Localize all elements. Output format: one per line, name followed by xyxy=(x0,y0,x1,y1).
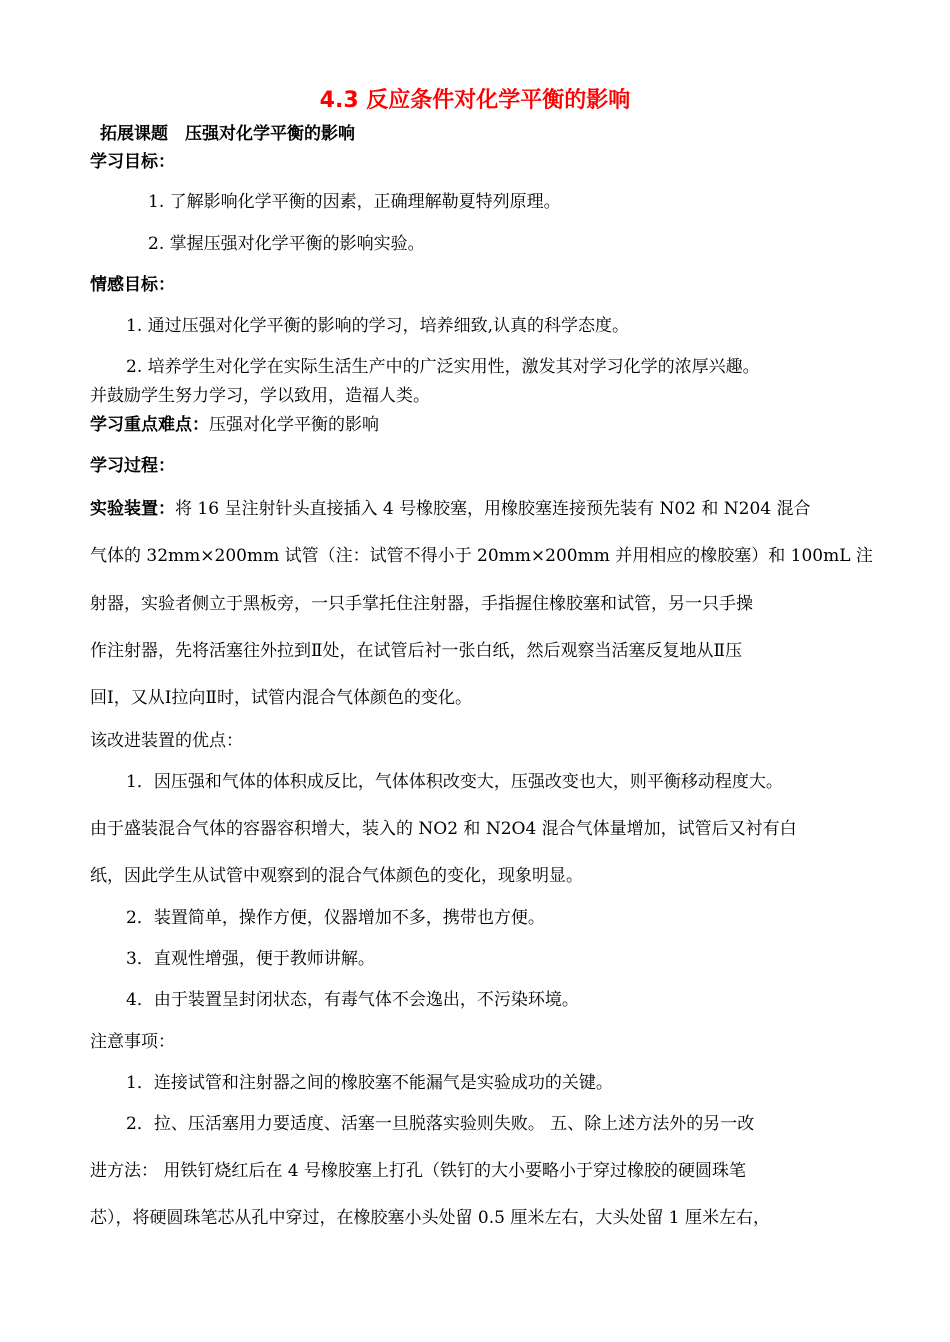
emotion-goals-heading: 情感目标： xyxy=(90,275,175,295)
key-points-label: 学习重点难点： xyxy=(90,415,209,435)
key-points-text: 压强对化学平衡的影响 xyxy=(209,415,379,435)
emotion-goal-item: 1. 通过压强对化学平衡的影响的学习，培养细致,认真的科学态度。 xyxy=(126,316,630,336)
advantage-item: 1．因压强和气体的体积成反比，气体体积改变大，压强改变也大，则平衡移动程度大。 xyxy=(126,772,783,792)
advantage-item-continued: 纸，因此学生从试管中观察到的混合气体颜色的变化，现象明显。 xyxy=(90,866,583,886)
note-item: 1．连接试管和注射器之间的橡胶塞不能漏气是实验成功的关键。 xyxy=(126,1073,613,1093)
learning-goal-item: 2. 掌握压强对化学平衡的影响实验。 xyxy=(148,234,425,254)
apparatus-line: 射器，实验者侧立于黑板旁，一只手掌托住注射器，手指握住橡胶塞和试管，另一只手操 xyxy=(90,594,753,614)
apparatus-line: 回Ⅰ，又从Ⅰ拉向Ⅱ时，试管内混合气体颜色的变化。 xyxy=(90,688,472,708)
apparatus-text: 将 16 呈注射针头直接插入 4 号橡胶塞，用橡胶塞连接预先装有 N02 和 N204 混合 xyxy=(175,499,811,519)
document-title: 4.3 反应条件对化学平衡的影响 xyxy=(319,88,631,113)
apparatus-paragraph xyxy=(90,494,811,519)
apparatus-label: 实验装置： xyxy=(90,499,175,519)
notes-heading: 注意事项： xyxy=(90,1032,175,1052)
learning-goal-item: 1. 了解影响化学平衡的因素，正确理解勒夏特列原理。 xyxy=(148,192,561,212)
emotion-goal-item-continued: 并鼓励学生努力学习，学以致用，造福人类。 xyxy=(90,386,430,406)
emotion-goal-item: 2. 培养学生对化学在实际生活生产中的广泛实用性，激发其对学习化学的浓厚兴趣。 xyxy=(126,357,760,377)
advantage-item-continued: 由于盛装混合气体的容器容积增大，装入的 NO2 和 N2O4 混合气体量增加，试管后又衬有白 xyxy=(90,819,797,839)
process-heading: 学习过程： xyxy=(90,456,175,476)
note-item: 2．拉、压活塞用力要适度、活塞一旦脱落实验则失败。 五、除上述方法外的另一改 xyxy=(126,1114,755,1134)
subtitle: 拓展课题 压强对化学平衡的影响 xyxy=(100,124,355,144)
note-item-continued: 进方法： 用铁钉烧红后在 4 号橡胶塞上打孔（铁钉的大小要略小于穿过橡胶的硬圆珠笔 xyxy=(90,1161,747,1181)
learning-goals-heading: 学习目标： xyxy=(90,152,175,172)
key-points xyxy=(90,410,379,435)
note-item-continued: 芯），将硬圆珠笔芯从孔中穿过，在橡胶塞小头处留 0.5 厘米左右，大头处留 1 厘米左右， xyxy=(90,1208,770,1228)
apparatus-line: 作注射器，先将活塞往外拉到Ⅱ处，在试管后衬一张白纸，然后观察当活塞反复地从Ⅱ压 xyxy=(90,641,743,661)
apparatus-line: 气体的 32mm×200mm 试管（注：试管不得小于 20mm×200mm 并用相应的橡胶塞）和 100mL 注 xyxy=(90,546,873,566)
advantage-item: 3．直观性增强，便于教师讲解。 xyxy=(126,949,375,969)
advantage-item: 2．装置简单，操作方便，仪器增加不多，携带也方便。 xyxy=(126,908,545,928)
advantages-heading: 该改进装置的优点： xyxy=(90,731,243,751)
advantage-item: 4．由于装置呈封闭状态，有毒气体不会逸出，不污染环境。 xyxy=(126,990,579,1010)
